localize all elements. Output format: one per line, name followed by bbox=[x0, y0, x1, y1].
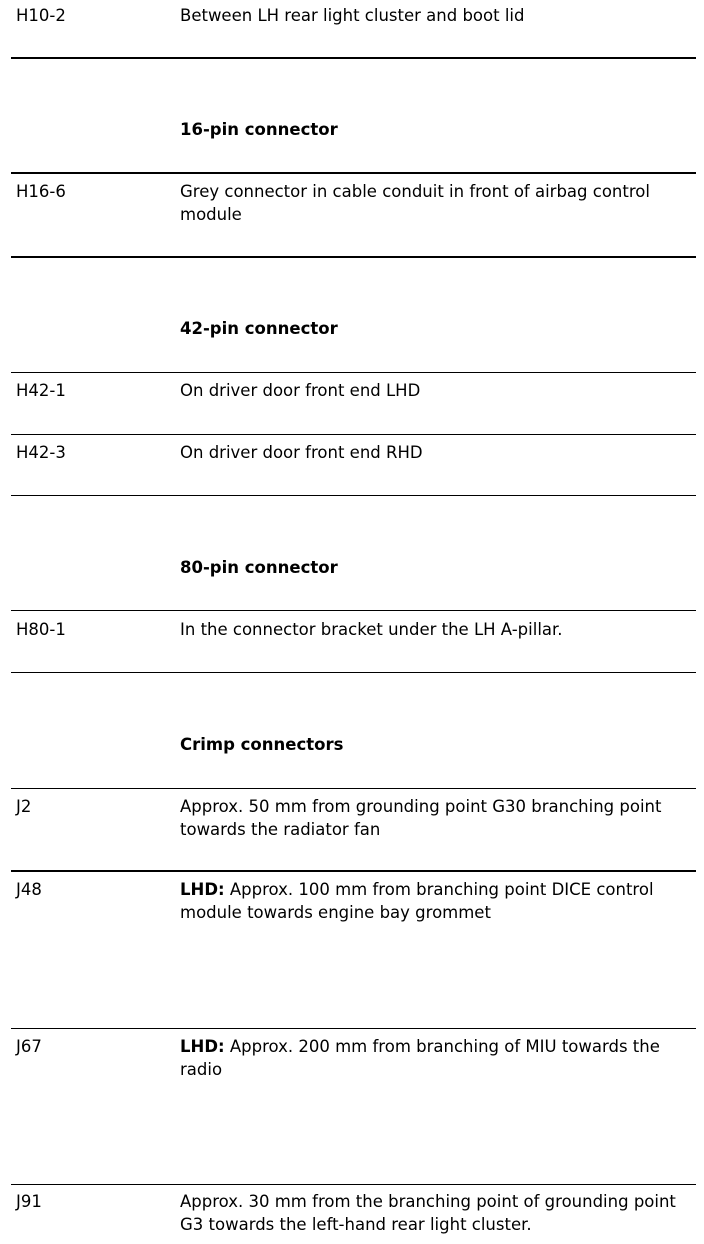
divider bbox=[11, 610, 696, 611]
row-code: H80-1 bbox=[16, 620, 66, 639]
divider bbox=[11, 672, 696, 673]
row-description: On driver door front end RHD bbox=[180, 443, 423, 462]
row-description: Approx. 30 mm from the branching point of grounding point G3 towards the left-hand rear light cluster. bbox=[180, 1192, 676, 1234]
divider bbox=[11, 495, 696, 496]
row-code: J48 bbox=[16, 880, 42, 899]
divider bbox=[11, 1184, 696, 1185]
lhd-prefix: LHD: bbox=[180, 880, 225, 899]
divider bbox=[11, 788, 696, 789]
row-code: J2 bbox=[16, 797, 32, 816]
section-heading-16-pin: 16-pin connector bbox=[180, 120, 338, 139]
divider bbox=[11, 372, 696, 373]
row-text: Approx. 100 mm from branching point DICE control module towards engine bay grommet bbox=[180, 880, 654, 922]
row-description: Approx. 50 mm from grounding point G30 branching point towards the radiator fan bbox=[180, 797, 662, 839]
row-code: H42-1 bbox=[16, 381, 66, 400]
row-description: Between LH rear light cluster and boot lid bbox=[180, 6, 525, 25]
divider bbox=[11, 256, 696, 258]
row-description: Grey connector in cable conduit in front of airbag control module bbox=[180, 182, 650, 224]
divider bbox=[11, 172, 696, 174]
section-heading-42-pin: 42-pin connector bbox=[180, 319, 338, 338]
divider bbox=[11, 870, 696, 872]
divider bbox=[11, 57, 696, 59]
row-description: On driver door front end LHD bbox=[180, 381, 421, 400]
section-heading-crimp: Crimp connectors bbox=[180, 735, 344, 754]
row-code: H42-3 bbox=[16, 443, 66, 462]
divider bbox=[11, 434, 696, 435]
row-description: In the connector bracket under the LH A-pillar. bbox=[180, 620, 563, 639]
row-text: Approx. 200 mm from branching of MIU towards the radio bbox=[180, 1037, 660, 1079]
divider bbox=[11, 1028, 696, 1029]
row-code: J91 bbox=[16, 1192, 42, 1211]
row-code: J67 bbox=[16, 1037, 42, 1056]
row-description bbox=[180, 1035, 695, 1081]
row-code: H10-2 bbox=[16, 6, 66, 25]
lhd-prefix: LHD: bbox=[180, 1037, 225, 1056]
section-heading-80-pin: 80-pin connector bbox=[180, 558, 338, 577]
row-description bbox=[180, 878, 695, 924]
row-code: H16-6 bbox=[16, 182, 66, 201]
